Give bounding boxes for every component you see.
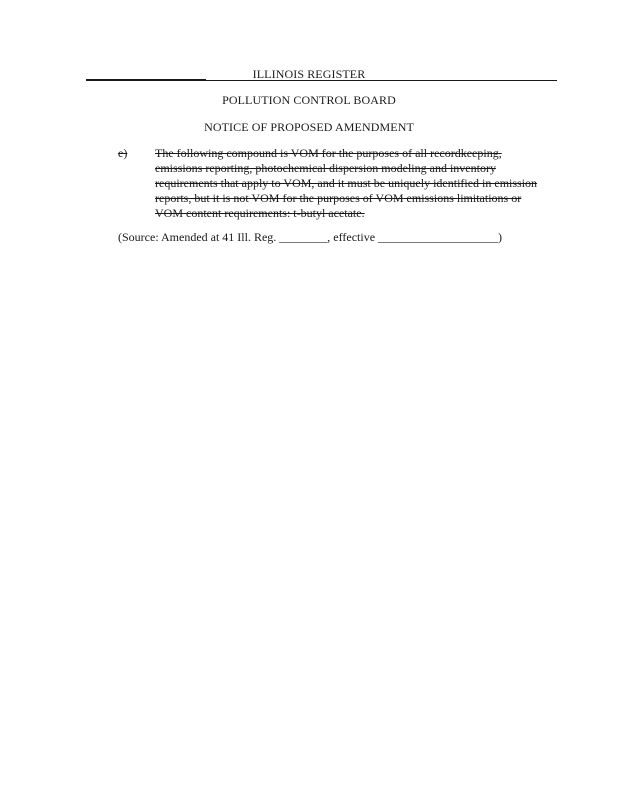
struck-text xyxy=(155,146,555,221)
struck-line: The following compound is VOM for the purposes of all recordkeeping, xyxy=(155,146,502,160)
struck-line: reports, but it is not VOM for the purposes of VOM emissions limitations or xyxy=(155,191,522,205)
header-rule xyxy=(86,80,557,81)
struck-line: VOM content requirements: t-butyl acetate. xyxy=(155,206,365,220)
struck-line: emissions reporting, photochemical dispersion modeling and inventory xyxy=(155,161,496,175)
source-note: (Source: Amended at 41 Ill. Reg. ________, effective ____________________) xyxy=(118,230,503,244)
subsection-label: e) xyxy=(118,146,128,160)
register-title: ILLINOIS REGISTER xyxy=(252,67,366,81)
board-title: POLLUTION CONTROL BOARD xyxy=(222,93,396,107)
struck-line: requirements that apply to VOM, and it must be uniquely identified in emission xyxy=(155,176,538,190)
notice-title: NOTICE OF PROPOSED AMENDMENT xyxy=(204,120,414,134)
